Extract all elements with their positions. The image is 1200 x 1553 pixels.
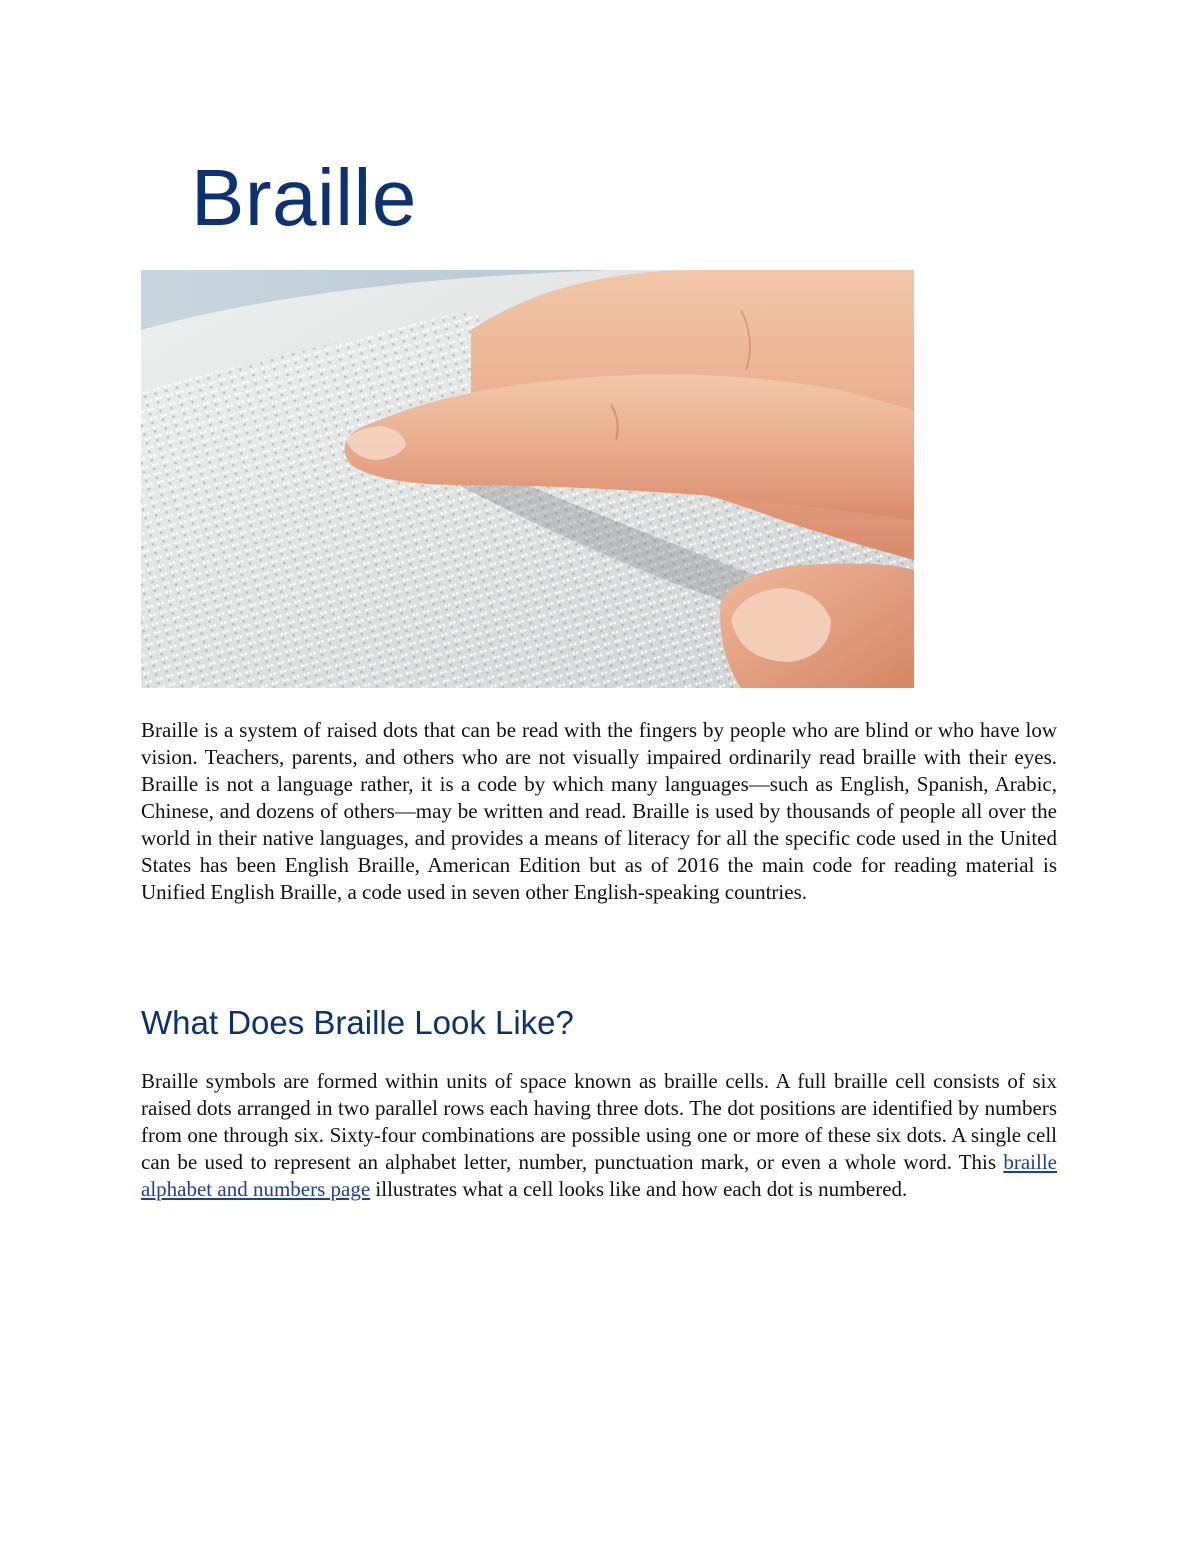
section-paragraph-text-before-link: Braille symbols are formed within units of space known as braille cells. A full braille cell consists of six raised dots arranged in two parallel rows each having three dots. The dot positions are identified by numbers from one through six. Sixty-four combinations are possible using one or more of these six dots. A single cell can be used to represent an alphabet letter, number, punctuation mark, or even a whole word. This [141,1069,1057,1174]
braille-alphabet-link[interactable]: braille alphabet and numbers page [141,1150,1057,1201]
page-title: Braille [191,153,417,242]
hand-reading-braille-photo [141,270,914,688]
intro-paragraph: Braille is a system of raised dots that can be read with the fingers by people who are blind or who have low vision. Teachers, parents, and others who are not visually impaired ordinarily read braille with their eyes. Braille is not a language rather, it is a code by which many languages—such as English, Spanish, Arabic, Chinese, and dozens of others—may be written and read. Braille is used by thousands of people all over the world in their native languages, and provides a means of literacy for all the specific code used in the United States has been English Braille, American Edition but as of 2016 the main code for reading material is Unified English Braille, a code used in seven other English-speaking countries. [141,718,1057,904]
section-paragraph [141,1068,1057,1203]
section-heading: What Does Braille Look Like? [141,1004,574,1041]
section-paragraph-text-after-link: illustrates what a cell looks like and how each dot is numbered. [370,1177,908,1201]
